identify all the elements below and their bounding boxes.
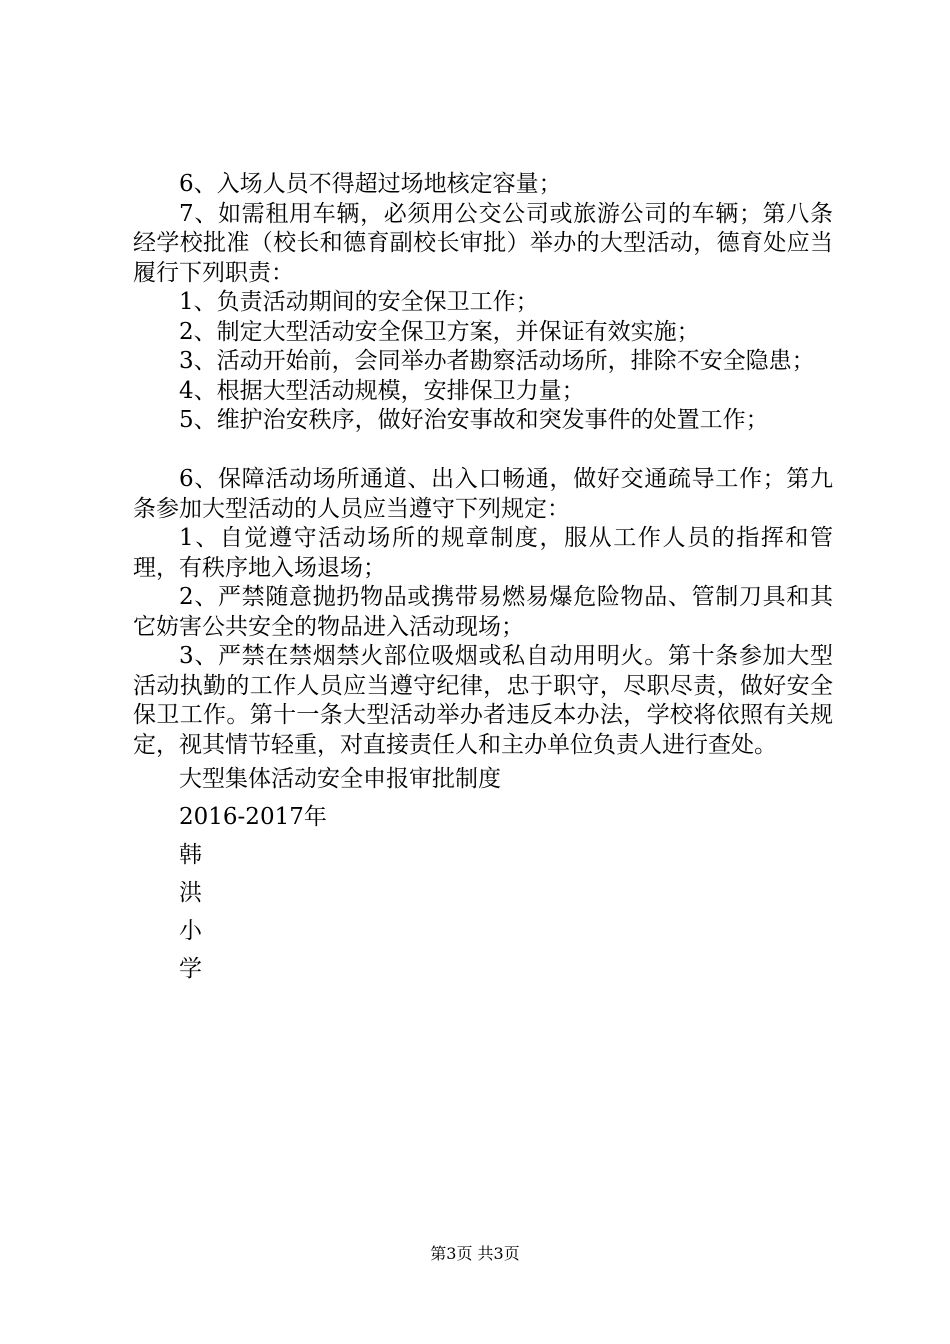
signature-block <box>133 760 833 988</box>
signature-title: 大型集体活动安全申报审批制度 <box>179 766 501 792</box>
paragraph-b-3: 2、严禁随意抛扔物品或携带易燃易爆危险物品、管制刀具和其它妨害公共安全的物品进入活动现场； <box>133 584 833 640</box>
paragraph-gap <box>133 436 833 466</box>
paragraph-a-5: 3、活动开始前，会同举办者勘察活动场所，排除不安全隐患； <box>179 348 815 374</box>
paragraph-a-6: 4、根据大型活动规模，安排保卫力量； <box>179 377 585 404</box>
signature-school-char-4: 学 <box>179 956 202 982</box>
paragraph-b-4: 3、严禁在禁烟禁火部位吸烟或私自动用明火。第十条参加大型活动执勤的工作人员应当遵守纪律，忠于职守，尽职尽责，做好安全保卫工作。第十一条大型活动举办者违反本办法，学校将依照有关规定，视其情节轻重，对直接责任人和主办单位负责人进行查处。 <box>133 643 833 758</box>
page-number-footer: 第3页 共3页 <box>430 1244 520 1263</box>
signature-school-char-1: 韩 <box>179 842 202 868</box>
signature-school-char-2: 洪 <box>179 880 202 906</box>
document-body <box>133 170 833 988</box>
paragraph-b-2: 1、自觉遵守活动场所的规章制度，服从工作人员的指挥和管理，有秩序地入场退场； <box>133 525 833 581</box>
paragraph-a-7: 5、维护治安秩序，做好治安事故和突发事件的处置工作； <box>179 407 769 433</box>
paragraph-a-4: 2、制定大型活动安全保卫方案，并保证有效实施； <box>179 318 700 345</box>
paragraph-b-1: 6、保障活动场所通道、出入口畅通，做好交通疏导工作；第九条参加大型活动的人员应当遵守下列规定： <box>133 466 833 522</box>
paragraph-a-2: 7、如需租用车辆，必须用公交公司或旅游公司的车辆；第八条经学校批准（校长和德育副校长审批）举办的大型活动，德育处应当履行下列职责： <box>133 200 833 286</box>
paragraph-a-1: 6、入场人员不得超过场地核定容量； <box>179 171 562 197</box>
signature-year: 2016-2017年 <box>179 804 327 830</box>
paragraph-a-3: 1、负责活动期间的安全保卫工作； <box>179 289 539 315</box>
signature-school-char-3: 小 <box>179 918 202 944</box>
